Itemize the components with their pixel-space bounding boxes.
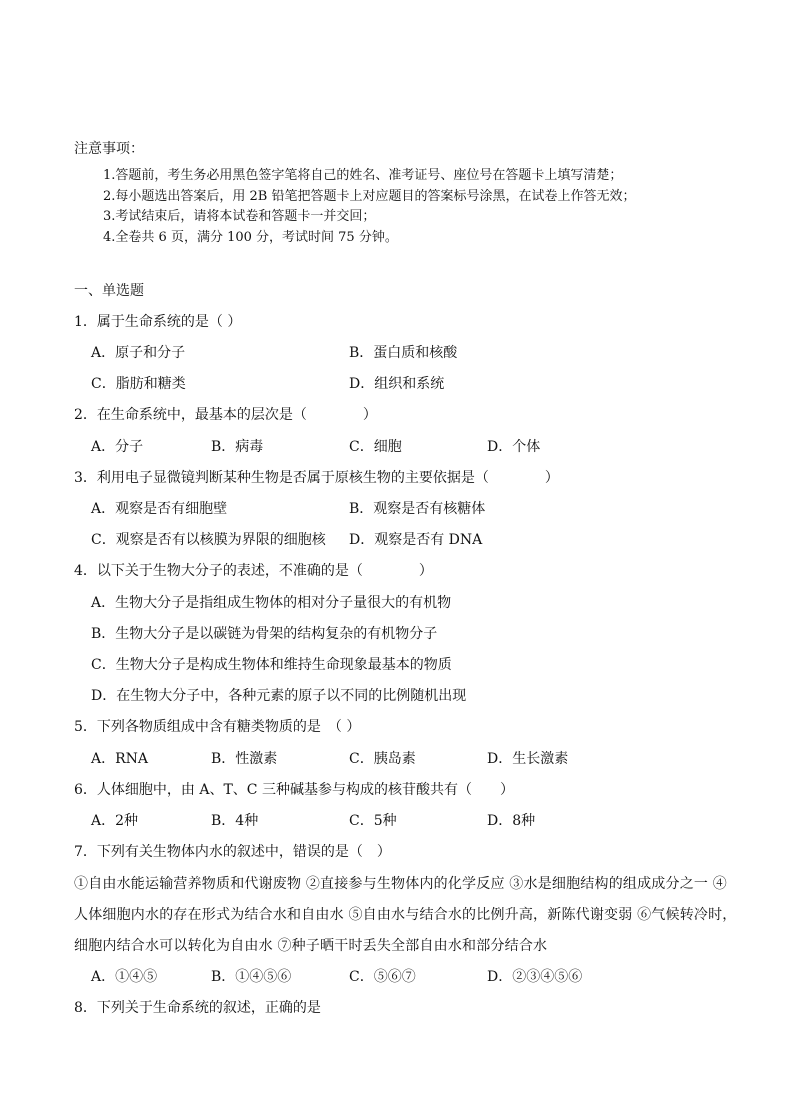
question-6-stem: 6．人体细胞中，由 A、T、C 三种碱基参与构成的核苷酸共有（ ） bbox=[74, 782, 514, 798]
question-5-option-d: D．生长激素 bbox=[487, 751, 569, 767]
question-7-statements-line-2: 人体细胞内水的存在形式为结合水和自由水 ⑤自由水与结合水的比例升高，新陈代谢变弱 ⑥气候转冷时， bbox=[74, 907, 737, 923]
question-5-stem: 5．下列各物质组成中含有糖类物质的是 （ ） bbox=[74, 719, 361, 735]
question-7-option-d: D．②③④⑤⑥ bbox=[487, 969, 583, 985]
question-3-option-c: C．观察是否有以核膜为界限的细胞核 bbox=[91, 532, 326, 548]
question-6-option-d: D．8种 bbox=[487, 813, 536, 829]
question-1-option-a: A．原子和分子 bbox=[91, 345, 186, 361]
question-8-stem: 8．下列关于生命系统的叙述，正确的是 bbox=[74, 1000, 321, 1016]
question-7-stem: 7．下列有关生物体内水的叙述中，错误的是（ ） bbox=[74, 844, 391, 860]
question-7-statements-line-1: ①自由水能运输营养物质和代谢废物 ②直接参与生物体内的化学反应 ③水是细胞结构的组成成分之一 ④ bbox=[74, 876, 727, 892]
question-6-option-c: C．5种 bbox=[349, 813, 397, 829]
question-5-option-a: A．RNA bbox=[91, 751, 149, 767]
question-1-option-c: C．脂肪和糖类 bbox=[91, 376, 186, 392]
question-5-option-b: B．性激素 bbox=[211, 751, 278, 767]
notice-item-4: 4.全卷共 6 页，满分 100 分，考试时间 75 分钟。 bbox=[103, 230, 398, 245]
question-3-option-b: B．观察是否有核糖体 bbox=[349, 501, 486, 517]
notice-item-1: 1.答题前，考生务必用黑色签字笔将自己的姓名、准考证号、座位号在答题卡上填写清楚； bbox=[103, 168, 623, 183]
question-2-stem: 2．在生命系统中，最基本的层次是（ ） bbox=[74, 407, 377, 423]
question-6-option-b: B．4种 bbox=[211, 813, 259, 829]
notice-item-2: 2.每小题选出答案后，用 2B 铅笔把答题卡上对应题目的答案标号涂黑，在试卷上作答无效； bbox=[103, 189, 636, 204]
question-3-option-a: A．观察是否有细胞壁 bbox=[91, 501, 228, 517]
question-3-stem: 3．利用电子显微镜判断某种生物是否属于原核生物的主要依据是（ ） bbox=[74, 470, 559, 486]
question-7-statements-line-3: 细胞内结合水可以转化为自由水 ⑦种子晒干时丢失全部自由水和部分结合水 bbox=[74, 938, 548, 954]
question-3-option-d: D．观察是否有 DNA bbox=[349, 532, 483, 548]
question-2-option-d: D．个体 bbox=[487, 439, 541, 455]
question-1-option-d: D．组织和系统 bbox=[349, 376, 445, 392]
question-2-option-c: C．细胞 bbox=[349, 439, 402, 455]
question-2-option-a: A．分子 bbox=[91, 439, 144, 455]
question-2-option-b: B．病毒 bbox=[211, 439, 264, 455]
question-7-option-b: B．①④⑤⑥ bbox=[211, 969, 292, 985]
question-4-option-c: C．生物大分子是构成生物体和维持生命现象最基本的物质 bbox=[91, 657, 452, 673]
question-4-option-d: D．在生物大分子中，各种元素的原子以不同的比例随机出现 bbox=[91, 688, 467, 704]
question-1-option-b: B．蛋白质和核酸 bbox=[349, 345, 458, 361]
section-title: 一、单选题 bbox=[74, 283, 144, 299]
question-7-option-c: C．⑤⑥⑦ bbox=[349, 969, 416, 985]
question-4-option-b: B．生物大分子是以碳链为骨架的结构复杂的有机物分子 bbox=[91, 626, 438, 642]
notice-item-3: 3.考试结束后，请将本试卷和答题卡一并交回； bbox=[103, 209, 376, 224]
question-6-option-a: A．2种 bbox=[91, 813, 139, 829]
question-4-stem: 4．以下关于生物大分子的表述，不准确的是（ ） bbox=[74, 563, 433, 579]
question-4-option-a: A．生物大分子是指组成生物体的相对分子量很大的有机物 bbox=[91, 595, 452, 611]
question-7-option-a: A．①④⑤ bbox=[91, 969, 158, 985]
notice-title: 注意事项： bbox=[74, 141, 144, 157]
question-5-option-c: C．胰岛素 bbox=[349, 751, 416, 767]
question-1-stem: 1．属于生命系统的是（ ） bbox=[74, 314, 242, 330]
